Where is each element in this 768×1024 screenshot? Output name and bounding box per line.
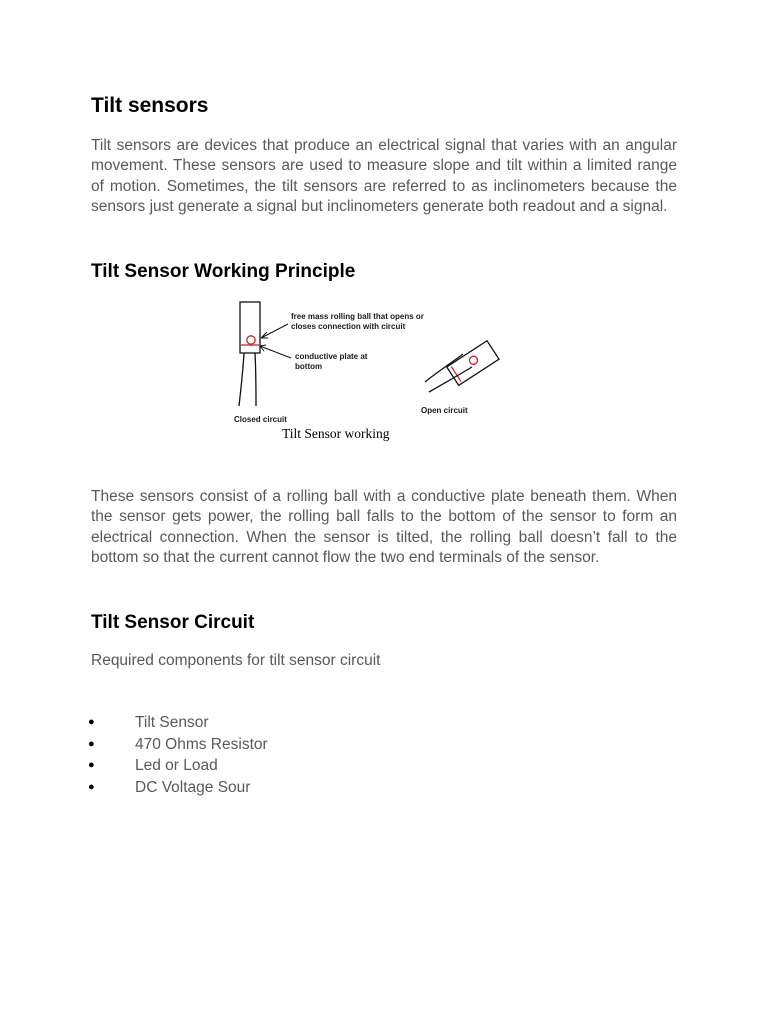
page-title: Tilt sensors — [91, 94, 209, 117]
open-sensor — [447, 341, 499, 386]
closed-circuit-label: Closed circuit — [234, 415, 287, 424]
list-item-label: Tilt Sensor — [135, 714, 209, 731]
closed-sensor-lead-left — [239, 353, 244, 406]
intro-paragraph: Tilt sensors are devices that produce an electrical signal that varies with an angular movement. These sensors are used to measure slope and tilt within a limited range of motion. Sometimes, the tilt sensors are referred to as inclinometers because the sensors just generate a signal but inclinometers generate both readout and a signal. — [91, 137, 677, 215]
rolling-ball-label: free mass rolling ball that opens or closes connection with circuit — [291, 312, 424, 331]
bullet-icon: ● — [88, 759, 95, 771]
plate-arrow-line — [260, 346, 291, 358]
working-principle-heading: Tilt Sensor Working Principle — [91, 261, 356, 282]
tilt-sensor-figure — [225, 296, 515, 448]
closed-sensor-ball — [247, 336, 255, 344]
list-item-label: Led or Load — [135, 757, 218, 774]
explanation-paragraph: These sensors consist of a rolling ball with a conductive plate beneath them. When the sensor gets power, the rolling ball falls to the bottom of the sensor to form an electrical connection. When the sensor is tilted, the rolling ball doesn’t fall to the bottom so that the current cannot flow the two end terminals of the sensor. — [91, 488, 677, 566]
list-item-label: 470 Ohms Resistor — [135, 735, 268, 753]
figure-caption: Tilt Sensor working — [282, 426, 390, 441]
bullet-icon: ● — [88, 780, 95, 793]
closed-sensor-lead-right — [255, 353, 256, 406]
conductive-plate-label: conductive plate at bottom — [295, 352, 368, 371]
ball-arrow-line — [261, 324, 288, 338]
circuit-heading: Tilt Sensor Circuit — [91, 612, 255, 633]
open-sensor-lead-top — [425, 354, 463, 382]
list-item-label: DC Voltage Sour — [135, 778, 251, 796]
open-sensor-body — [447, 341, 499, 386]
open-circuit-label: Open circuit — [421, 406, 468, 415]
bullet-icon: ● — [88, 737, 95, 750]
open-sensor-lead-bottom — [429, 367, 472, 392]
components-intro-text: Required components for tilt sensor circuit — [91, 652, 381, 669]
bullet-icon: ● — [88, 716, 95, 728]
open-sensor-ball — [468, 355, 479, 366]
